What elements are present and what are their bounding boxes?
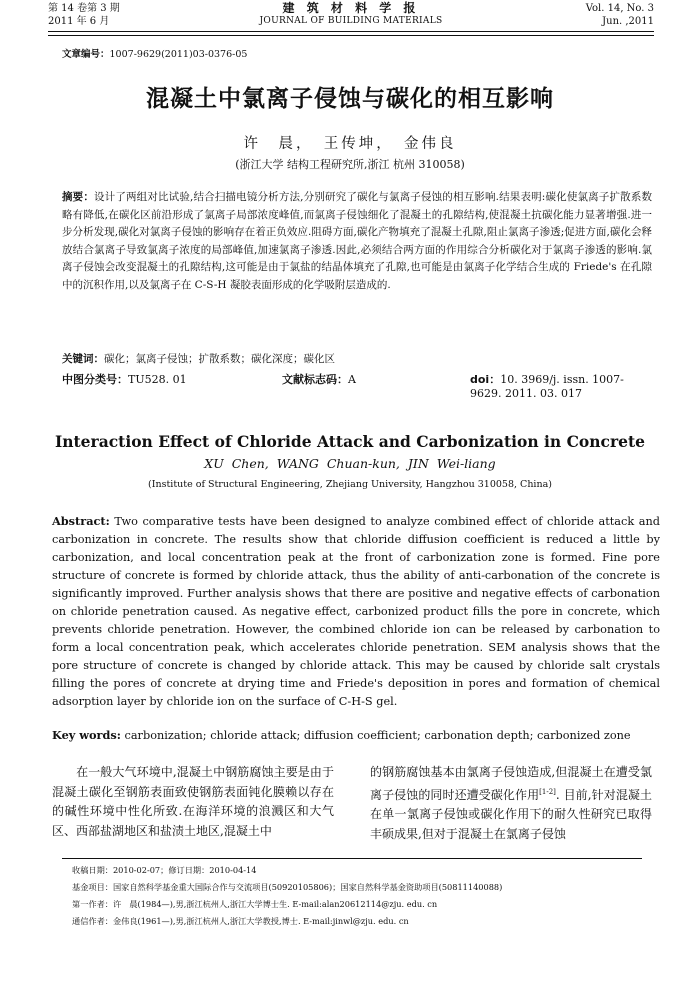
abstract-zh-label: 摘要： <box>62 191 94 203</box>
body-right-text-1: 的钢筋腐蚀基本由氯离子侵蚀造成,但混凝土在遭受氯离子侵蚀的同时还遭受碳化作用 <box>370 765 652 802</box>
footnote-funding: 基金项目：国家自然科学基金重大国际合作与交流项目(50920105806)；国家自然科学基金资助项目(50811140088) <box>72 882 503 892</box>
header-double-rule <box>48 31 654 36</box>
citation-ref[interactable]: [1-2] <box>539 787 556 796</box>
keywords-zh-label: 关键词： <box>62 353 104 365</box>
authors-en: XU Chen, WANG Chuan-kun, JIN Wei-liang <box>204 456 496 471</box>
volume-issue-en: Vol. 14, No. 3 <box>585 3 654 14</box>
document-code-label: 文献标志码： <box>282 373 348 386</box>
keywords-en <box>52 728 660 742</box>
body-column-left <box>52 763 334 841</box>
affiliation-en: (Institute of Structural Engineering, Zhejiang University, Hangzhou 310058, China) <box>148 479 552 490</box>
footnote-rule <box>62 858 642 859</box>
keywords-zh-text: 碳化；氯离子侵蚀；扩散系数；碳化深度；碳化区 <box>104 353 335 365</box>
document-code <box>282 371 356 387</box>
article-number <box>62 46 247 60</box>
affiliation-zh: (浙江大学 结构工程研究所,浙江 杭州 310058) <box>235 158 465 171</box>
abstract-en-text: Two comparative tests have been designed to analyze combined effect of chloride attack and carbonization in concrete. The results show that chloride diffusion coefficient is reduced a little by carbonization, and local concentration peak at the front of carbonization zone is formed. Fine pore structure of concrete is formed by chloride attack, thus the ability of anti-carbonation of the concrete is significantly improved. Further analysis shows that there are positive and negative effects of carbonation on chloride penetration caused. As negative effect, carbonized product fills the pore in concrete, which prevents chloride penetration. However, the combined chloride ion can be released by carbonation to form a local concentration peak, which accelerates chloride penetration. SEM analysis shows that the pore structure of concrete is changed by chloride attack. This may be caused by chloride salt crystals filling the pores of concrete at drying time and Friede's deposition in pores and formation of chemical adsorption layer by chloride ion on the surface of C-H-S gel. <box>52 515 660 708</box>
journal-name-en: JOURNAL OF BUILDING MATERIALS <box>259 16 443 26</box>
abstract-zh-text: 设计了两组对比试验,结合扫描电镜分析方法,分别研究了碳化与氯离子侵蚀的相互影响.结果表明:碳化使氯离子扩散系数略有降低,在碳化区前沿形成了氯离子局部浓度峰值,而氯离子侵蚀细化了混凝土的孔隙结构,使混凝土抗碳化能力显著增强.进一步分析发现,碳化对氯离子侵蚀的影响存在着正负效应.阻碍方面,碳化产物填充了混凝土孔隙,阻止氯离子渗透;促进方面,碳化会释放结合氯离子导致氯离子浓度的局部峰值,加速氯离子渗透.因此,必须结合两方面的作用综合分析碳化对于氯离子渗透的影响.氯离子侵蚀会改变混凝土的孔隙结构,这可能是由于氯盐的结晶体填充了孔隙,也可能是由氯离子化学结合生成的 Friede's 在孔隙中的沉积作用,以及氯离子在 C-S-H 凝胶表面形成的化学吸附层造成的. <box>62 191 652 291</box>
authors-zh: 许 晨， 王传坤， 金伟良 <box>243 136 457 152</box>
header-right <box>586 2 654 28</box>
article-number-value: 1007-9629(2011)03-0376-05 <box>109 49 248 60</box>
running-header <box>48 2 654 32</box>
header-center <box>48 2 654 28</box>
abstract-en-label: Abstract: <box>52 514 110 528</box>
date-en: Jun. ,2011 <box>602 16 654 27</box>
volume-issue-zh: 第 14 卷第 3 期 <box>48 3 120 14</box>
doi-label: doi： <box>470 373 501 386</box>
keywords-zh <box>62 351 652 366</box>
keywords-en-label: Key words: <box>52 728 121 742</box>
clc-value: TU528. 01 <box>128 373 187 386</box>
keywords-en-text: carbonization; chloride attack; diffusion coefficient; carbonation depth; carbonized zone <box>124 729 631 742</box>
abstract-zh <box>62 189 652 295</box>
clc-label: 中图分类号： <box>62 373 128 386</box>
journal-name-zh: 建 筑 材 料 学 报 <box>282 1 420 15</box>
article-number-label: 文章编号： <box>62 49 110 60</box>
date-zh: 2011 年 6 月 <box>48 16 110 27</box>
document-code-value: A <box>348 373 356 386</box>
body-right-text-2: . 目前,针对混凝土在单一氯离子侵蚀或碳化作用下的耐久性研究已取得丰硕成果,但对于混凝土在氯离子侵蚀 <box>370 787 652 841</box>
footnote-first-author: 第一作者：许 晨(1984—),男,浙江杭州人,浙江大学博士生. E-mail:alan20612114@zju. edu. cn <box>72 899 438 909</box>
footnote-corresponding-author: 通信作者：金伟良(1961—),男,浙江杭州人,浙江大学教授,博士. E-mail:jinwl@zju. edu. cn <box>72 916 409 926</box>
abstract-en <box>52 512 660 711</box>
clc-number <box>62 371 187 387</box>
footnote-received-date: 收稿日期：2010-02-07；修订日期：2010-04-14 <box>72 865 257 875</box>
title-en: Interaction Effect of Chloride Attack and Carbonization in Concrete <box>54 432 645 451</box>
doi-value: 10. 3969/j. issn. 1007-9629. 2011. 03. 017 <box>470 373 624 400</box>
body-column-right <box>370 763 652 844</box>
title-zh: 混凝土中氯离子侵蚀与碳化的相互影响 <box>146 86 554 112</box>
doi <box>470 371 652 400</box>
body-left-text: 在一般大气环境中,混凝土中钢筋腐蚀主要是由于混凝土碳化至钢筋表面致使钢筋表面钝化膜赖以存在的碱性环境中性化所致.在海洋环境的浪溅区和大气区、西部盐湖地区和盐渍土地区,混凝土中 <box>52 765 334 838</box>
